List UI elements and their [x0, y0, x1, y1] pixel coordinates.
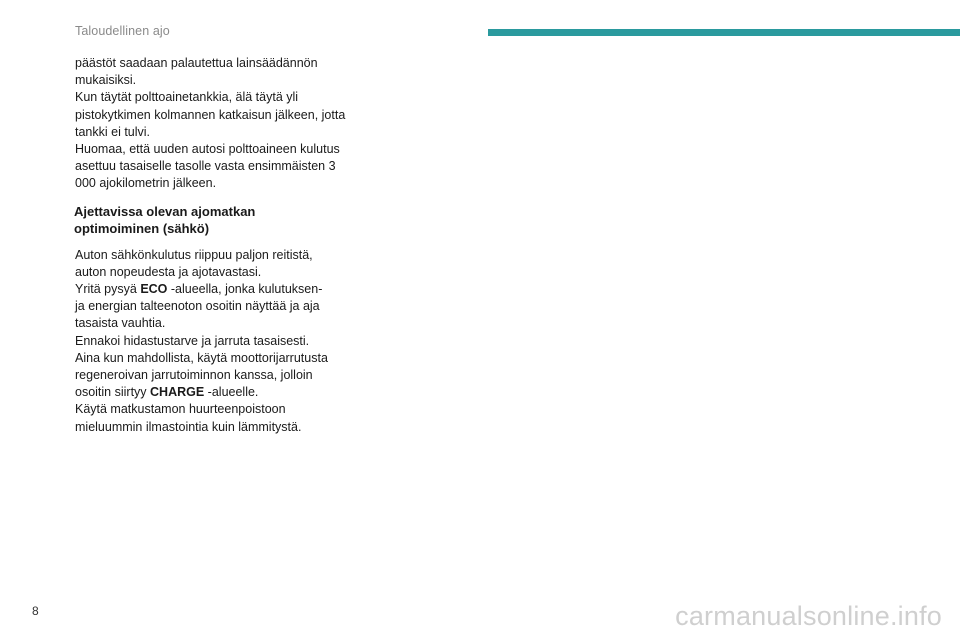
section-title: Taloudellinen ajo — [75, 24, 170, 38]
watermark: carmanualsonline.info — [675, 601, 942, 631]
eco-line — [75, 281, 355, 298]
text-line: asettuu tasaiselle tasolle vasta ensimmäisten 3 — [75, 159, 336, 174]
eco-term: ECO — [140, 282, 168, 297]
text-column — [75, 55, 355, 436]
text-line: Auton sähkönkulutus riippuu paljon reitistä, — [75, 247, 313, 262]
text-line: tasaista vauhtia. — [75, 316, 166, 331]
text-line: päästöt saadaan palautettua lainsäädännön — [75, 56, 318, 70]
text-line: mukaisiksi. — [75, 73, 137, 88]
charge-term: CHARGE — [150, 385, 205, 400]
text-span: osoitin siirtyy — [75, 385, 151, 400]
text-line: Käytä matkustamon huurteenpoistoon — [75, 402, 286, 417]
text-span: Yritä pysyä — [75, 282, 141, 297]
section-heading — [75, 203, 355, 238]
page-number: 8 — [32, 604, 39, 618]
heading-line: Ajettavissa olevan ajomatkan — [74, 203, 256, 219]
heading-line: optimoiminen (sähkö) — [74, 221, 210, 237]
text-line: auton nopeudesta ja ajotavastasi. — [75, 264, 262, 279]
text-line: mieluummin ilmastointia kuin lämmitystä. — [75, 419, 302, 434]
accent-bar — [488, 29, 960, 36]
range-paragraph — [75, 247, 355, 436]
text-line: pistokytkimen kolmannen katkaisun jälkeen, jotta — [75, 107, 346, 122]
text-span: -alueella, jonka kulutuksen- — [167, 282, 323, 297]
text-line: Kun täytät polttoainetankkia, älä täytä yli — [75, 90, 299, 105]
text-line: ja energian talteenoton osoitin näyttää ja aja — [75, 299, 320, 314]
text-line: Aina kun mahdollista, käytä moottorijarrutusta — [75, 350, 328, 365]
text-line: Ennakoi hidastustarve ja jarruta tasaisesti. — [75, 333, 310, 348]
text-line: tankki ei tulvi. — [75, 124, 151, 139]
text-line: regeneroivan jarrutoiminnon kanssa, jolloin — [75, 368, 313, 383]
charge-line — [75, 384, 355, 401]
text-line: Huomaa, että uuden autosi polttoaineen kulutus — [75, 142, 340, 157]
text-line: 000 ajokilometrin jälkeen. — [75, 176, 217, 191]
text-span: -alueelle. — [204, 385, 259, 400]
intro-paragraph — [75, 55, 355, 193]
